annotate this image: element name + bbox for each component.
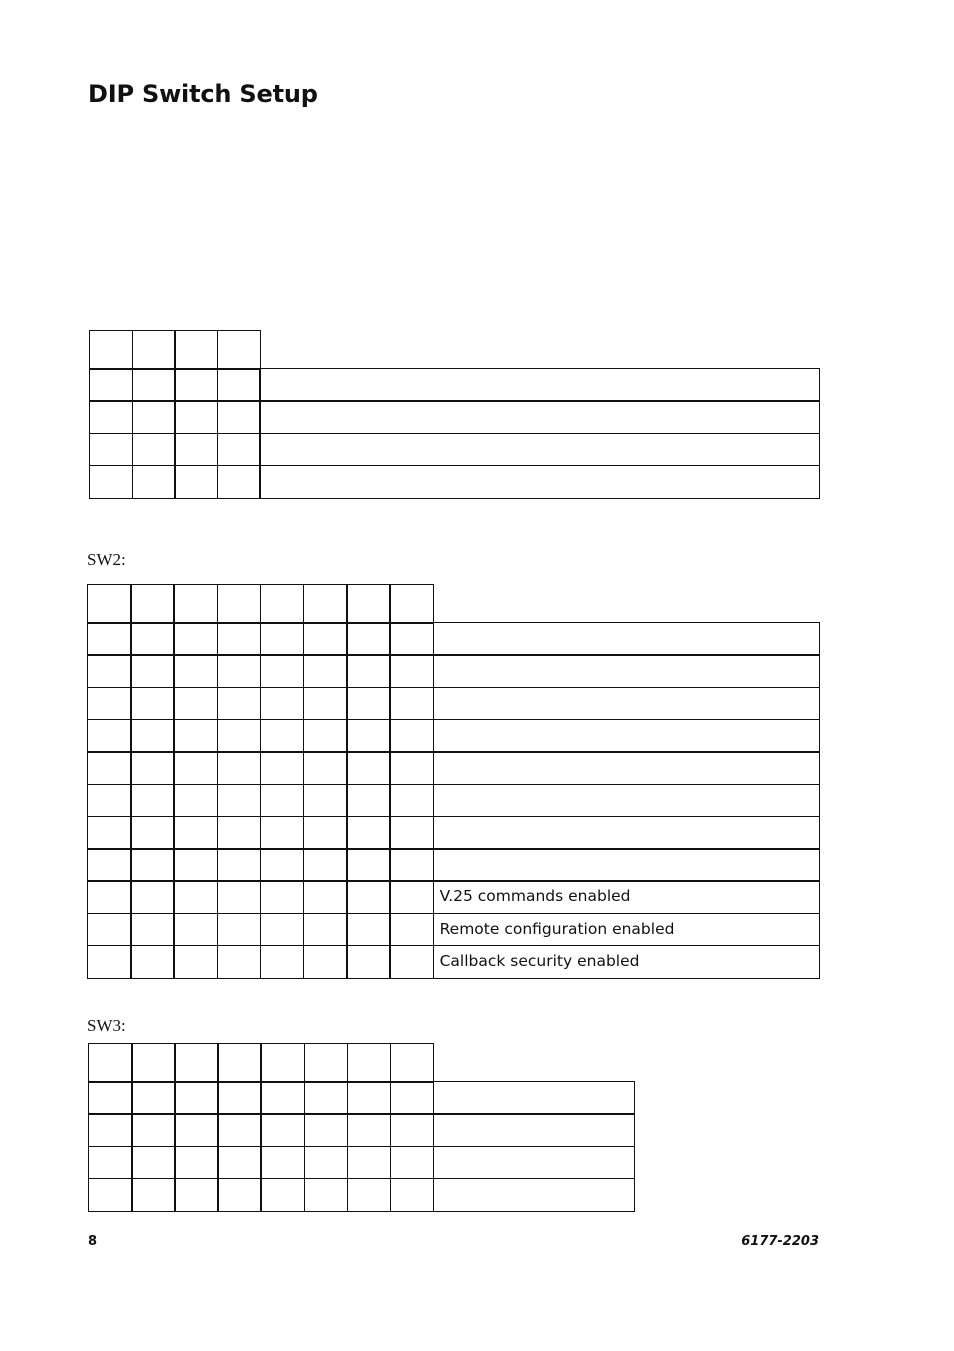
sw3-header-cell (88, 1043, 133, 1083)
sw1-switch-cell (89, 433, 133, 467)
sw1-switch-cell (174, 400, 218, 434)
sw2-switch-cell (130, 687, 175, 721)
sw1-switch-cell (174, 465, 218, 499)
sw1-switch-cell (217, 433, 261, 467)
sw2-switch-cell (260, 880, 305, 914)
sw2-switch-cell (87, 719, 132, 753)
sw3-switch-cell (217, 1178, 262, 1212)
sw2-description-cell (433, 654, 820, 688)
sw1-switch-cell (174, 368, 218, 402)
sw2-description-text: V.25 commands enabled (439, 887, 631, 906)
sw1-switch-cell (132, 368, 176, 402)
sw2-switch-cell (303, 913, 348, 947)
sw2-switch-cell (389, 913, 434, 947)
sw2-header-cell (346, 584, 391, 624)
sw2-switch-cell (346, 816, 391, 850)
sw2-switch-cell (87, 848, 132, 882)
sw2-switch-cell (346, 751, 391, 785)
sw2-switch-cell (389, 848, 434, 882)
sw2-switch-cell (260, 719, 305, 753)
sw3-description-cell (433, 1113, 635, 1147)
sw2-switch-cell (346, 880, 391, 914)
sw3-header-cell (390, 1043, 435, 1083)
sw2-switch-cell (173, 913, 218, 947)
sw3-switch-cell (347, 1146, 392, 1180)
sw1-header-cell (217, 330, 261, 370)
sw2-switch-cell (303, 816, 348, 850)
sw3-switch-cell (260, 1146, 305, 1180)
page-title: DIP Switch Setup (88, 80, 318, 108)
sw2-switch-cell (389, 751, 434, 785)
sw2-switch-cell (303, 848, 348, 882)
sw3-header-cell (347, 1043, 392, 1083)
sw2-description-text: Remote configuration enabled (439, 919, 675, 938)
sw2-description-cell (433, 687, 820, 721)
sw2-switch-cell (346, 945, 391, 979)
sw3-switch-cell (347, 1081, 392, 1115)
sw2-switch-cell (217, 622, 262, 656)
sw3-switch-cell (174, 1081, 219, 1115)
sw3-header-cell (174, 1043, 219, 1083)
sw3-description-cell (433, 1146, 635, 1180)
sw1-description-cell (259, 433, 820, 467)
sw2-description-cell (433, 816, 820, 850)
sw1-switch-cell (217, 465, 261, 499)
sw1-switch-cell (132, 400, 176, 434)
sw2-header-cell (87, 584, 132, 624)
sw2-switch-cell (260, 848, 305, 882)
sw1-switch-cell (89, 465, 133, 499)
sw2-switch-cell (260, 654, 305, 688)
sw2-switch-cell (217, 654, 262, 688)
sw2-header-cell (173, 584, 218, 624)
sw3-header-cell (131, 1043, 176, 1083)
sw2-description-text: Callback security enabled (439, 952, 640, 970)
sw2-switch-cell (346, 848, 391, 882)
sw2-switch-cell (173, 816, 218, 850)
sw2-switch-cell (217, 816, 262, 850)
sw3-header-cell (217, 1043, 262, 1083)
sw2-switch-cell (346, 654, 391, 688)
sw2-header-cell (217, 584, 262, 624)
sw1-description-cell (259, 400, 820, 434)
sw3-header-cell (304, 1043, 349, 1083)
sw2-switch-cell (303, 719, 348, 753)
sw1-switch-cell (89, 400, 133, 434)
sw2-switch-cell (173, 848, 218, 882)
sw1-switch-cell (217, 368, 261, 402)
sw2-switch-cell (87, 687, 132, 721)
sw2-switch-cell (173, 945, 218, 979)
sw1-switch-cell (132, 433, 176, 467)
sw2-switch-cell (87, 913, 132, 947)
sw3-label: SW3: (87, 1016, 126, 1035)
sw3-switch-cell (304, 1146, 349, 1180)
sw3-switch-cell (88, 1113, 133, 1147)
sw2-switch-cell (260, 913, 305, 947)
sw1-description-cell (259, 368, 820, 402)
sw1-switch-cell (217, 400, 261, 434)
sw2-switch-cell (260, 945, 305, 979)
sw3-switch-cell (347, 1113, 392, 1147)
sw3-switch-cell (304, 1113, 349, 1147)
sw3-switch-cell (260, 1081, 305, 1115)
sw2-switch-cell (130, 719, 175, 753)
sw2-switch-cell (217, 945, 262, 979)
sw2-header-cell (303, 584, 348, 624)
sw2-switch-cell (87, 784, 132, 818)
sw2-description-cell (433, 719, 820, 753)
sw2-switch-cell (217, 880, 262, 914)
sw3-switch-cell (174, 1146, 219, 1180)
sw3-switch-cell (390, 1146, 435, 1180)
sw2-switch-cell (217, 784, 262, 818)
sw2-switch-cell (389, 654, 434, 688)
sw2-switch-cell (130, 784, 175, 818)
sw2-description-cell (433, 784, 820, 818)
sw3-switch-cell (390, 1113, 435, 1147)
sw3-switch-cell (304, 1178, 349, 1212)
sw2-header-cell (260, 584, 305, 624)
sw3-switch-cell (217, 1081, 262, 1115)
sw2-header-cell (389, 584, 434, 624)
sw2-switch-cell (130, 945, 175, 979)
sw1-header-cell (174, 330, 218, 370)
sw2-switch-cell (217, 751, 262, 785)
sw2-switch-cell (217, 719, 262, 753)
sw2-switch-cell (346, 913, 391, 947)
sw3-header-cell (260, 1043, 305, 1083)
sw2-switch-cell (346, 622, 391, 656)
sw2-switch-cell (389, 784, 434, 818)
sw3-switch-cell (174, 1178, 219, 1212)
sw2-switch-cell (346, 784, 391, 818)
sw2-switch-cell (260, 622, 305, 656)
sw3-switch-cell (88, 1146, 133, 1180)
sw3-switch-cell (131, 1178, 176, 1212)
sw2-switch-cell (173, 880, 218, 914)
sw2-switch-cell (346, 719, 391, 753)
sw2-switch-cell (389, 816, 434, 850)
sw3-switch-cell (390, 1178, 435, 1212)
sw2-label: SW2: (87, 550, 126, 569)
sw2-switch-cell (260, 687, 305, 721)
sw2-switch-cell (303, 687, 348, 721)
sw2-switch-cell (130, 816, 175, 850)
sw1-header-cell (132, 330, 176, 370)
sw2-switch-cell (303, 622, 348, 656)
sw3-switch-cell (131, 1146, 176, 1180)
sw2-switch-cell (389, 880, 434, 914)
sw3-description-cell (433, 1081, 635, 1115)
sw2-switch-cell (389, 687, 434, 721)
sw2-switch-cell (173, 751, 218, 785)
sw3-switch-cell (217, 1146, 262, 1180)
page-number: 8 (88, 1234, 98, 1249)
sw2-switch-cell (303, 880, 348, 914)
sw2-switch-cell (260, 816, 305, 850)
sw2-switch-cell (87, 751, 132, 785)
sw2-switch-cell (130, 848, 175, 882)
sw2-switch-cell (303, 945, 348, 979)
sw2-switch-cell (303, 784, 348, 818)
sw3-switch-cell (131, 1113, 176, 1147)
sw2-switch-cell (260, 751, 305, 785)
sw2-switch-cell (87, 945, 132, 979)
sw3-switch-cell (304, 1081, 349, 1115)
sw2-switch-cell (389, 945, 434, 979)
sw3-description-cell (433, 1178, 635, 1212)
sw3-switch-cell (347, 1178, 392, 1212)
sw2-switch-cell (130, 622, 175, 656)
sw2-header-cell (130, 584, 175, 624)
sw2-switch-cell (130, 913, 175, 947)
sw2-switch-cell (217, 848, 262, 882)
sw1-description-cell (259, 465, 820, 499)
sw2-switch-cell (87, 816, 132, 850)
sw1-switch-cell (132, 465, 176, 499)
sw1-header-cell (89, 330, 133, 370)
sw1-switch-cell (174, 433, 218, 467)
sw2-switch-cell (389, 719, 434, 753)
sw3-switch-cell (174, 1113, 219, 1147)
document-number: 6177-2203 (741, 1234, 819, 1249)
sw2-switch-cell (217, 687, 262, 721)
sw2-description-cell (433, 622, 820, 656)
sw2-description-cell (433, 848, 820, 882)
sw2-switch-cell (87, 880, 132, 914)
sw2-switch-cell (130, 654, 175, 688)
sw3-switch-cell (88, 1081, 133, 1115)
sw2-switch-cell (87, 654, 132, 688)
sw2-switch-cell (130, 751, 175, 785)
sw2-description-cell (433, 751, 820, 785)
sw2-switch-cell (173, 784, 218, 818)
sw2-switch-cell (260, 784, 305, 818)
sw1-switch-cell (89, 368, 133, 402)
sw2-switch-cell (303, 751, 348, 785)
sw2-switch-cell (173, 622, 218, 656)
sw3-switch-cell (260, 1178, 305, 1212)
sw2-switch-cell (389, 622, 434, 656)
sw3-switch-cell (260, 1113, 305, 1147)
sw2-switch-cell (130, 880, 175, 914)
sw2-switch-cell (303, 654, 348, 688)
sw3-switch-cell (217, 1113, 262, 1147)
sw3-switch-cell (88, 1178, 133, 1212)
sw2-switch-cell (217, 913, 262, 947)
sw2-switch-cell (173, 719, 218, 753)
sw2-switch-cell (346, 687, 391, 721)
sw3-switch-cell (390, 1081, 435, 1115)
sw2-switch-cell (173, 687, 218, 721)
sw2-switch-cell (173, 654, 218, 688)
sw3-switch-cell (131, 1081, 176, 1115)
sw2-switch-cell (87, 622, 132, 656)
